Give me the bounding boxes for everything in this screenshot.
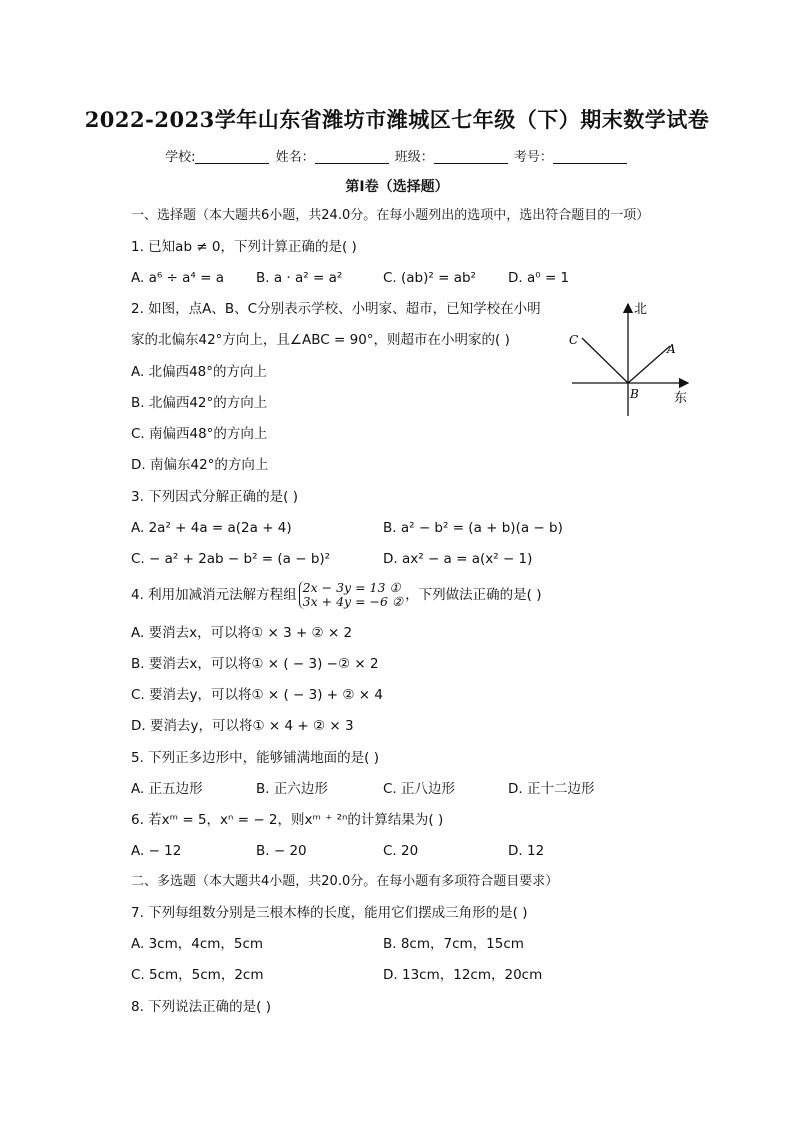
q3-option-b[interactable]: B. a² − b² = (a + b)(a − b) xyxy=(383,520,563,536)
east-label: 东 xyxy=(674,391,688,406)
q4-option-a[interactable]: A. 要消去x，可以将① × 3 + ② × 2 xyxy=(131,625,353,641)
q5-option-a[interactable]: A. 正五边形 xyxy=(131,781,203,797)
q2-option-a[interactable]: A. 北偏西48°的方向上 xyxy=(131,364,268,380)
class-blank[interactable] xyxy=(434,149,508,164)
q4-option-c[interactable]: C. 要消去y，可以将① × ( − 3) + ② × 4 xyxy=(131,687,383,703)
exam-number-blank[interactable] xyxy=(553,149,627,164)
q4-stem-pre: 4. 利用加减消元法解方程组 xyxy=(131,587,297,603)
section-heading-2: 二、多选题（本大题共4小题，共20.0分。在每小题有多项符合题目要求） xyxy=(131,874,559,889)
name-label: 姓名： xyxy=(275,150,315,165)
exam-number-label: 考号： xyxy=(513,150,553,165)
point-a-label: A xyxy=(667,342,676,356)
q4-option-d[interactable]: D. 要消去y，可以将① × 4 + ② × 3 xyxy=(131,718,354,734)
ray-bc xyxy=(582,338,628,383)
q4-stem-post: ，下列做法正确的是( ) xyxy=(405,587,542,603)
q6-option-d[interactable]: D. 12 xyxy=(508,843,545,859)
q7-option-b[interactable]: B. 8cm，7cm，15cm xyxy=(383,936,524,952)
question-2-stem-line2: 家的北偏东42°方向上，且∠ABC = 90°，则超市在小明家的( ) xyxy=(131,332,510,348)
school-blank[interactable] xyxy=(195,149,269,164)
question-1-stem: 1. 已知ab ≠ 0，下列计算正确的是( ) xyxy=(131,239,357,255)
north-label: 北 xyxy=(634,302,648,317)
q2-option-c[interactable]: C. 南偏西48°的方向上 xyxy=(131,426,268,442)
question-3-stem: 3. 下列因式分解正确的是( ) xyxy=(131,489,298,505)
q1-option-b[interactable]: B. a · a² = a² xyxy=(256,270,343,286)
part-title: 第I卷（选择题） xyxy=(345,179,449,195)
q2-option-d[interactable]: D. 南偏东42°的方向上 xyxy=(131,457,269,473)
q3-option-a[interactable]: A. 2a² + 4a = a(2a + 4) xyxy=(131,520,292,536)
question-5-stem: 5. 下列正多边形中，能够铺满地面的是( ) xyxy=(131,750,379,766)
q5-option-c[interactable]: C. 正八边形 xyxy=(383,781,456,797)
compass-figure xyxy=(560,294,700,419)
q6-option-b[interactable]: B. − 20 xyxy=(256,843,307,859)
q7-option-a[interactable]: A. 3cm，4cm，5cm xyxy=(131,936,264,952)
equation-1: 2x − 3y = 13 ① xyxy=(302,580,401,595)
exam-title: 2022-2023学年山东省潍坊市潍城区七年级（下）期末数学试卷 xyxy=(84,107,710,132)
q3-option-d[interactable]: D. ax² − a = a(x² − 1) xyxy=(383,551,533,567)
student-info-row xyxy=(0,146,794,165)
q7-option-d[interactable]: D. 13cm，12cm，20cm xyxy=(383,967,543,983)
q3-option-c[interactable]: C. − a² + 2ab − b² = (a − b)² xyxy=(131,551,331,567)
q7-option-c[interactable]: C. 5cm，5cm，2cm xyxy=(131,967,264,983)
point-c-label: C xyxy=(569,333,579,347)
point-b-label: B xyxy=(630,387,639,401)
equation-system xyxy=(299,581,403,609)
question-2-stem-line1: 2. 如图，点A、B、C分别表示学校、小明家、超市，已知学校在小明 xyxy=(131,301,541,317)
q6-option-a[interactable]: A. − 12 xyxy=(131,843,182,859)
ray-ba xyxy=(628,346,670,383)
name-blank[interactable] xyxy=(315,149,389,164)
q1-option-a[interactable]: A. a⁶ ÷ a⁴ = a xyxy=(131,270,225,286)
q1-option-c[interactable]: C. (ab)² = ab² xyxy=(383,270,476,286)
q1-option-d[interactable]: D. a⁰ = 1 xyxy=(508,270,570,286)
q2-option-b[interactable]: B. 北偏西42°的方向上 xyxy=(131,395,268,411)
question-4-stem xyxy=(131,578,541,612)
q4-option-b[interactable]: B. 要消去x，可以将① × ( − 3) −② × 2 xyxy=(131,656,379,672)
class-label: 班级： xyxy=(394,150,434,165)
question-6-stem: 6. 若xᵐ = 5，xⁿ = − 2，则xᵐ ⁺ ²ⁿ的计算结果为( ) xyxy=(131,812,444,828)
question-7-stem: 7. 下列每组数分别是三根木棒的长度，能用它们摆成三角形的是( ) xyxy=(131,905,528,921)
question-8-stem: 8. 下列说法正确的是( ) xyxy=(131,999,271,1015)
q6-option-c[interactable]: C. 20 xyxy=(383,843,419,859)
equation-2: 3x + 4y = −6 ② xyxy=(302,594,404,609)
q5-option-b[interactable]: B. 正六边形 xyxy=(256,781,328,797)
q5-option-d[interactable]: D. 正十二边形 xyxy=(508,781,595,797)
section-heading-1: 一、选择题（本大题共6小题，共24.0分。在每小题列出的选项中，选出符合题目的一项） xyxy=(131,208,650,223)
school-label: 学校: xyxy=(165,150,196,165)
